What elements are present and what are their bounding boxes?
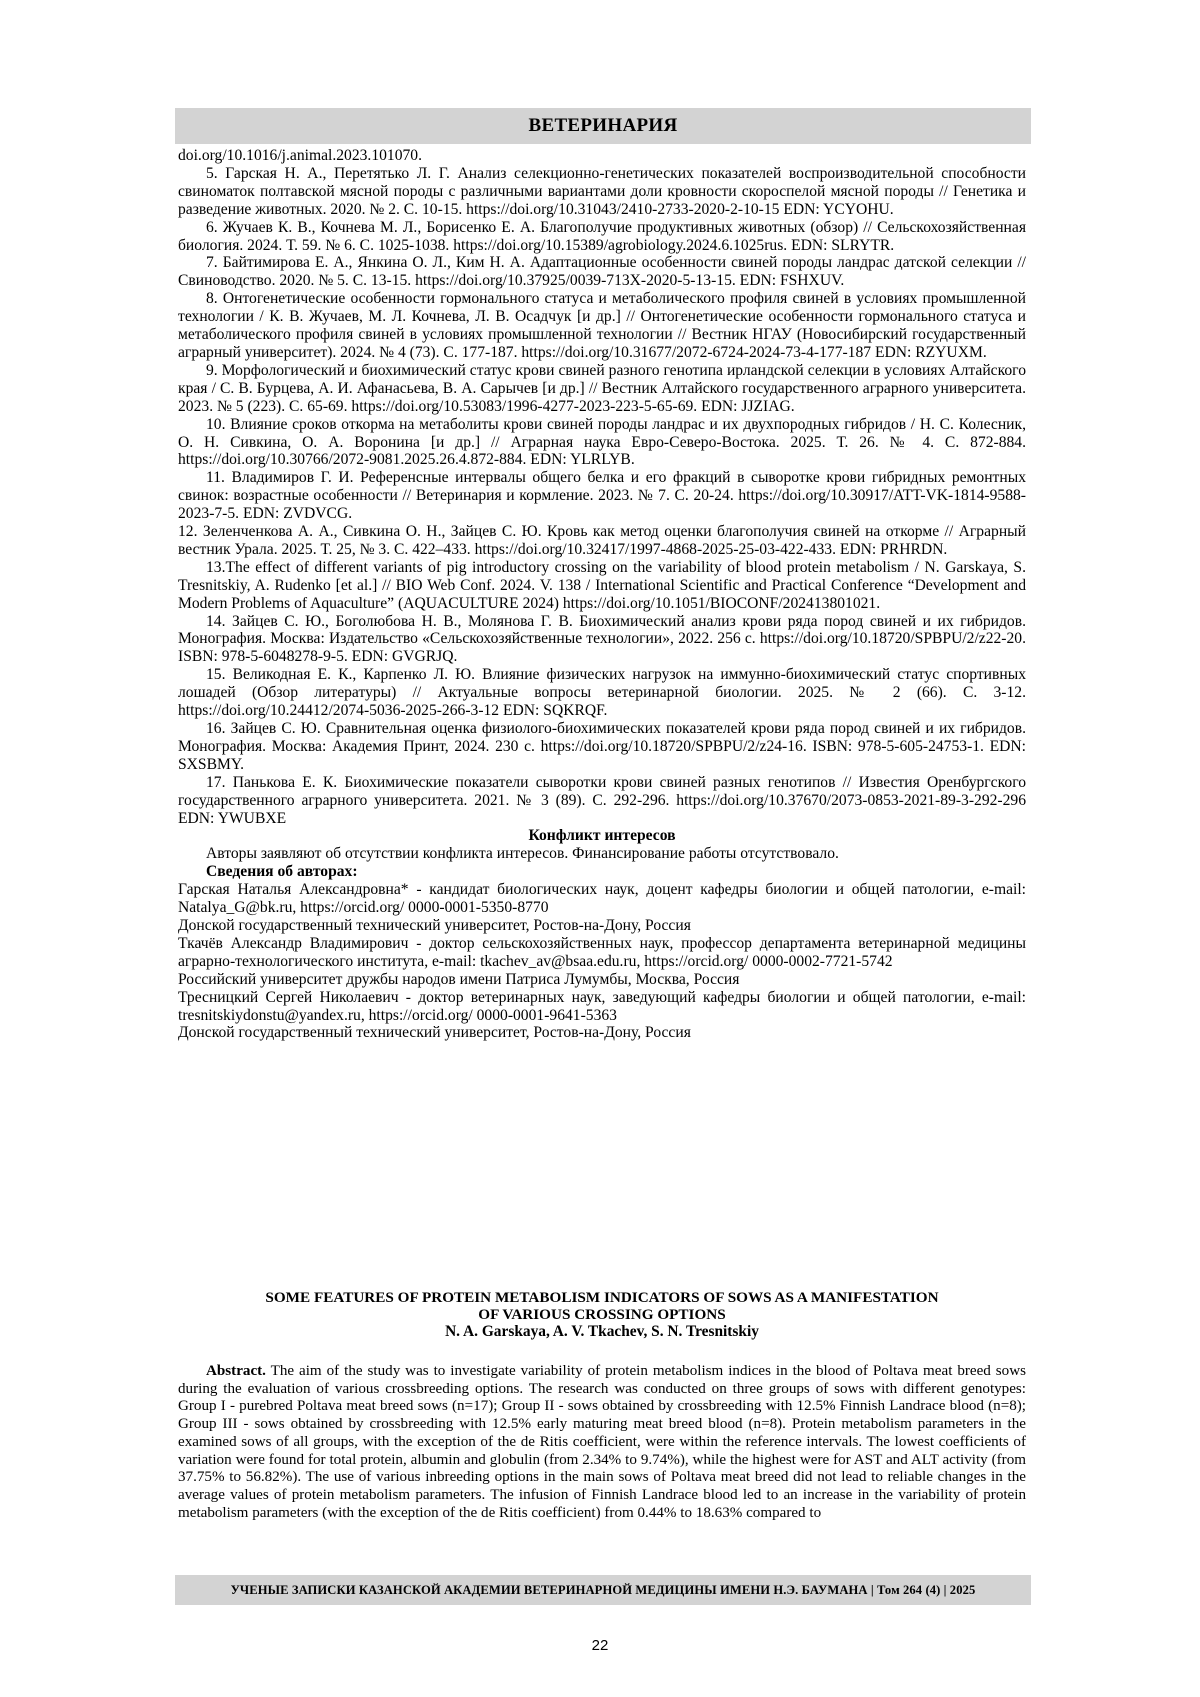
authors-info-heading — [178, 863, 1026, 881]
journal-footer-bar — [175, 1575, 1031, 1605]
conflict-heading: Конфликт интересов — [528, 827, 676, 845]
reference-item: 10. Влияние сроков откорма на метаболиты крови свиней породы ландрас и их двухпородных гибридов / Н. С. Колесник, О. Н. Сивкина, О. А. Воронина [и др.] // Аграрная наука Евро-Северо-Востока. 2025. Т. 26. № 4. С. 872-884. https://doi.org/10.30766/2072-9081.2025.26.4.872-884. EDN: YLRLYB. — [178, 415, 1026, 469]
author-affiliation: Российский университет дружбы народов имени Патриса Лумумбы, Москва, Россия — [178, 970, 740, 988]
english-title-line: SOME FEATURES OF PROTEIN METABOLISM INDICATORS OF SOWS AS A MANIFESTATION — [265, 1289, 939, 1306]
reference-item: 16. Зайцев С. Ю. Сравнительная оценка физиолого-биохимических показателей крови ряда пород свиней и их гибридов. Монография. Москва: Академия Принт, 2024. 230 с. https://doi.org/10.18720/SPBPU/2/z24-16. ISBN: 978-5-605-24753-1. EDN: SXSBMY. — [178, 720, 1026, 773]
english-authors: N. A. Garskaya, A. V. Tkachev, S. N. Tresnitskiy — [445, 1323, 759, 1340]
english-summary — [178, 1289, 1026, 1537]
section-title: ВЕТЕРИНАРИЯ — [528, 115, 678, 136]
author-affiliation: Донской государственный технический университет, Ростов-на-Дону, Россия — [178, 1024, 691, 1042]
reference-item: 11. Владимиров Г. И. Референсные интервалы общего белка и его фракций в сыворотке крови гибридных ремонтных свинок: возрастные особенности // Ветеринария и кормление. 2023. № 7. С. 20-24. https://doi.org/10.30917/ATT-VK-1814-9588-2023-7-5. EDN: ZVDVCG. — [178, 469, 1026, 523]
reference-item: 15. Великодная Е. К., Карпенко Л. Ю. Влияние физических нагрузок на иммунно-биохимический статус спортивных лошадей (Обзор литературы) // Актуальные вопросы ветеринарной биологии. 2025. № 2 (66). С. 3-12. https://doi.org/10.24412/2074-5036-2025-266-3-12 EDN: SQKRQF. — [178, 666, 1026, 720]
reference-item: 9. Морфологический и биохимический статус крови свиней разного генотипа ирландской селекции в условиях Алтайского края / С. В. Бурцева, А. И. Афанасьева, В. А. Сарычев [и др.] // Вестник Алтайского государственного аграрного университета. 2023. № 5 (223). С. 65-69. https://doi.org/10.53083/1996-4277-2023-223-5-65-69. EDN: JJZIAG. — [178, 361, 1026, 415]
page-body — [178, 147, 1026, 1042]
author-affiliation: Донской государственный технический университет, Ростов-на-Дону, Россия — [178, 916, 691, 934]
english-title-line: OF VARIOUS CROSSING OPTIONS — [478, 1306, 726, 1323]
section-header-bar — [175, 108, 1031, 144]
author-entry: Тресницкий Сергей Николаевич - доктор ветеринарных наук, заведующий кафедры биологии и общей патологии, e-mail: tresnitskiydonstu@yandex.ru, https://orcid.org/ 0000-0001-9641-5363 — [178, 988, 1026, 1024]
reference-item: 7. Байтимирова Е. А., Янкина О. Л., Ким Н. А. Адаптационные особенности свиней породы ландрас датской селекции // Свиноводство. 2020. № 5. С. 13-15. https://doi.org/10.37925/0039-713X-2020-5-13-15. EDN: FSHXUV. — [178, 254, 1026, 290]
abstract-label: Abstract. — [206, 1363, 266, 1379]
abstract-text: The aim of the study was to investigate variability of protein metabolism indices in the blood of Poltava meat breed sows during the evaluation of various crossbreeding options. The research was conducted on three groups of sows with different genotypes: Group I - purebred Poltava meat breed sows (n=17); Group II - sows obtained by crossbreeding with 12.5% Finnish Landrace blood (n=8); Group III - sows obtained by crossbreeding with 12.5% early maturing meat breed blood (n=8). Protein metabolism parameters in the examined sows of all groups, with the exception of the de Ritis coefficient, were within the reference intervals. The lowest coefficients of variation were found for total protein, albumin and globulin (from 2.34% to 9.74%), while the highest were for AST and ALT activity (from 37.75% to 56.82%). The use of various inbreeding options in the main sows of Poltava meat breed did not lead to reliable changes in the average values of protein metabolism parameters. The infusion of Finnish Landrace blood led to an increase in the variability of protein metabolism parameters (with the exception of the de Ritis coefficient) from 0.44% to 18.63% compared to — [178, 1363, 1026, 1521]
reference-item: 17. Панькова Е. К. Биохимические показатели сыворотки крови свиней разных генотипов // Известия Оренбургского государственного аграрного университета. 2021. № 3 (89). С. 292-296. https://doi.org/10.37670/2073-0853-2021-89-3-292-296 EDN: YWUBXE — [178, 773, 1026, 827]
reference-item: 12. Зеленченкова А. А., Сивкина О. Н., Зайцев С. Ю. Кровь как метод оценки благополучия свиней на откорме // Аграрный вестник Урала. 2025. Т. 25, № 3. С. 422–433. https://doi.org/10.32417/1997-4868-2025-25-03-422-433. EDN: PRHRDN. — [178, 523, 1026, 558]
author-entry: Ткачёв Александр Владимирович - доктор сельскохозяйственных наук, профессор департамента ветеринарной медицины аграрно-технологического института, e-mail: tkachev_av@bsaa.edu.ru, https://orcid.org/ 0000-0002-7721-5742 — [178, 934, 1026, 970]
conflict-text: Авторы заявляют об отсутствии конфликта интересов. Финансирование работы отсутствовало. — [206, 845, 839, 863]
page-number: 22 — [591, 1637, 609, 1654]
authors-info-heading-text: Сведения об авторах: — [206, 863, 358, 881]
english-title — [178, 1289, 1026, 1323]
journal-footer-text: УЧЕНЫЕ ЗАПИСКИ КАЗАНСКОЙ АКАДЕМИИ ВЕТЕРИНАРНОЙ МЕДИЦИНЫ ИМЕНИ Н.Э. БАУМАНА | Том 264 (4) | 2025 — [230, 1582, 976, 1597]
author-entry: Гарская Наталья Александровна* - кандидат биологических наук, доцент кафедры биологии и общей патологии, e-mail: Natalya_G@bk.ru, https://orcid.org/ 0000-0001-5350-8770 — [178, 881, 1026, 917]
reference-item: 5. Гарская Н. А., Перетятько Л. Г. Анализ селекционно-генетических показателей воспроизводительной способности свиноматок полтавской мясной породы с различными вариантами доли кровности скороспелой мясной породы // Генетика и разведение животных. 2020. № 2. С. 10-15. https://doi.org/10.31043/2410-2733-2020-2-10-15 EDN: YCYOHU. — [178, 164, 1026, 218]
reference-item: 6. Жучаев К. В., Кочнева М. Л., Борисенко Е. А. Благополучие продуктивных животных (обзор) // Сельскохозяйственная биология. 2024. Т. 59. № 6. С. 1025-1038. https://doi.org/10.15389/agrobiology.2024.6.1025rus. EDN: SLRYTR. — [178, 218, 1026, 254]
reference-item: 8. Онтогенетические особенности гормонального статуса и метаболического профиля свиней в условиях промышленной технологии / К. В. Жучаев, М. Л. Кочнева, Л. В. Осадчук [и др.] // Онтогенетические особенности гормонального статуса и метаболического профиля свиней в условиях промышленной технологии // Вестник НГАУ (Новосибирский государственный аграрный университет). 2024. № 4 (73). С. 177-187. https://doi.org/10.31677/2072-6724-2024-73-4-177-187 EDN: RZYUXM. — [178, 290, 1026, 361]
reference-item: 13.The effect of different variants of pig introductory crossing on the variability of blood protein metabolism / N. Garskaya, S. Tresnitskiy, A. Rudenko [et al.] // BIO Web Conf. 2024. V. 138 / International Scientific and Practical Conference “Development and Modern Problems of Aquaculture” (AQUACULTURE 2024) https://doi.org/10.1051/BIOCONF/202413801021. — [178, 558, 1026, 612]
reference-item: doi.org/10.1016/j.animal.2023.101070. — [178, 147, 423, 164]
reference-item: 14. Зайцев С. Ю., Боголюбова Н. В., Молянова Г. В. Биохимический анализ крови ряда пород свиней и их гибридов. Монография. Москва: Издательство «Сельскохозяйственные технологии», 2022. 256 с. https://doi.org/10.18720/SPBPU/2/z22-20. ISBN: 978-5-6048278-9-5. EDN: GVGRJQ. — [178, 612, 1026, 666]
english-abstract — [178, 1363, 1026, 1522]
